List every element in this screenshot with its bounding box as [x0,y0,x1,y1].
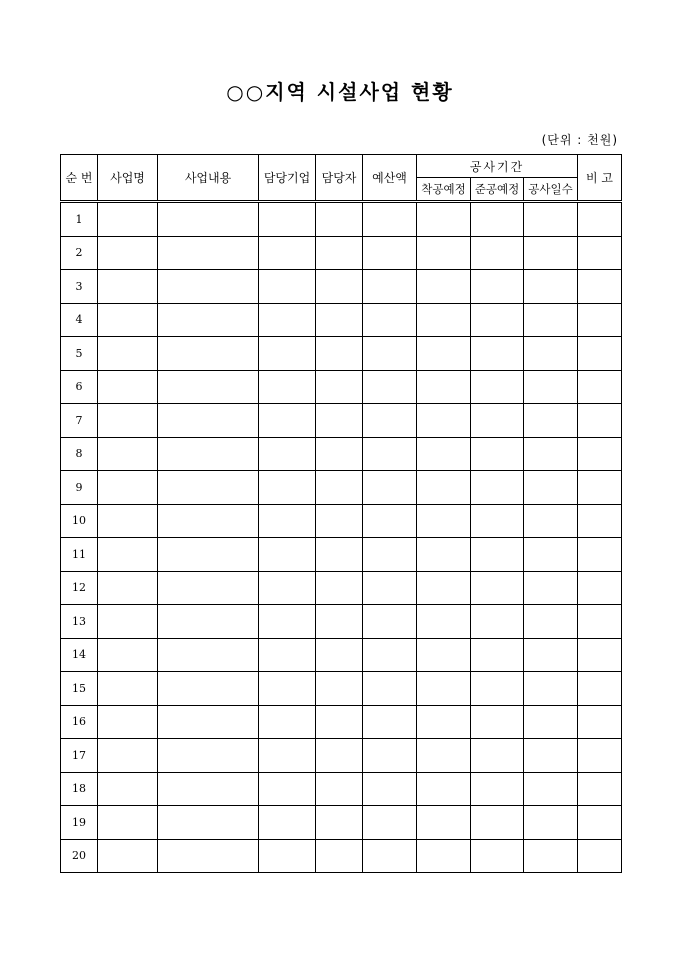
cell-content [158,504,259,538]
cell-budget [363,538,417,572]
cell-start [417,739,471,773]
cell-name [98,303,158,337]
cell-days [524,504,578,538]
cell-company [259,370,316,404]
cell-days [524,337,578,371]
cell-content [158,303,259,337]
cell-manager [316,303,363,337]
cell-remarks [578,504,622,538]
cell-days [524,638,578,672]
cell-manager [316,605,363,639]
header-company: 담당기업 [259,155,316,202]
cell-budget [363,772,417,806]
cell-end [471,605,524,639]
cell-company [259,705,316,739]
cell-start [417,839,471,873]
cell-days [524,705,578,739]
cell-name [98,504,158,538]
cell-start [417,672,471,706]
cell-start [417,504,471,538]
cell-name [98,404,158,438]
cell-name [98,236,158,270]
unit-label: (단위 : 천원) [541,133,618,147]
cell-start [417,437,471,471]
cell-name [98,705,158,739]
cell-end [471,672,524,706]
cell-end [471,370,524,404]
cell-manager [316,236,363,270]
cell-budget [363,437,417,471]
cell-manager [316,270,363,304]
cell-end [471,303,524,337]
cell-budget [363,504,417,538]
cell-remarks [578,739,622,773]
cell-end [471,236,524,270]
cell-start [417,404,471,438]
cell-start [417,538,471,572]
cell-content [158,538,259,572]
cell-remarks [578,202,622,237]
header-manager: 담당자 [316,155,363,202]
cell-budget [363,202,417,237]
cell-name [98,270,158,304]
cell-days [524,270,578,304]
cell-remarks [578,404,622,438]
cell-content [158,571,259,605]
cell-company [259,839,316,873]
cell-budget [363,303,417,337]
row-number: 11 [61,538,98,572]
table-row [61,236,622,270]
row-number: 13 [61,605,98,639]
cell-manager [316,370,363,404]
cell-days [524,404,578,438]
cell-company [259,538,316,572]
cell-end [471,337,524,371]
cell-remarks [578,605,622,639]
table-row [61,672,622,706]
header-project-name: 사업명 [98,155,158,202]
cell-manager [316,638,363,672]
cell-budget [363,270,417,304]
cell-budget [363,337,417,371]
cell-days [524,303,578,337]
cell-company [259,504,316,538]
row-number: 20 [61,839,98,873]
cell-budget [363,705,417,739]
header-period-days: 공사일수 [524,178,578,202]
cell-end [471,471,524,505]
cell-start [417,370,471,404]
cell-start [417,806,471,840]
table-row [61,772,622,806]
cell-start [417,303,471,337]
cell-content [158,437,259,471]
cell-company [259,605,316,639]
cell-end [471,772,524,806]
row-number: 1 [61,202,98,237]
cell-manager [316,202,363,237]
cell-days [524,571,578,605]
table-row [61,202,622,237]
cell-budget [363,638,417,672]
cell-remarks [578,806,622,840]
table-row [61,638,622,672]
cell-content [158,270,259,304]
cell-manager [316,404,363,438]
cell-end [471,504,524,538]
cell-end [471,705,524,739]
cell-company [259,638,316,672]
row-number: 4 [61,303,98,337]
row-number: 5 [61,337,98,371]
cell-remarks [578,705,622,739]
cell-budget [363,806,417,840]
cell-company [259,202,316,237]
cell-days [524,370,578,404]
cell-days [524,538,578,572]
row-number: 18 [61,772,98,806]
cell-manager [316,772,363,806]
cell-days [524,236,578,270]
cell-remarks [578,672,622,706]
header-no: 순 번 [61,155,98,202]
cell-manager [316,806,363,840]
row-number: 12 [61,571,98,605]
table-row [61,471,622,505]
row-number: 2 [61,236,98,270]
cell-days [524,471,578,505]
cell-remarks [578,538,622,572]
cell-name [98,605,158,639]
cell-days [524,672,578,706]
table-row [61,270,622,304]
cell-days [524,772,578,806]
row-number: 19 [61,806,98,840]
cell-remarks [578,437,622,471]
cell-end [471,806,524,840]
cell-remarks [578,471,622,505]
row-number: 15 [61,672,98,706]
cell-manager [316,739,363,773]
cell-company [259,236,316,270]
table-row [61,303,622,337]
cell-start [417,236,471,270]
cell-manager [316,471,363,505]
cell-remarks [578,236,622,270]
cell-company [259,437,316,471]
cell-days [524,806,578,840]
header-period-end: 준공예정 [471,178,524,202]
row-number: 10 [61,504,98,538]
cell-name [98,806,158,840]
cell-name [98,571,158,605]
header-remarks: 비 고 [578,155,622,202]
cell-remarks [578,772,622,806]
cell-manager [316,839,363,873]
cell-name [98,337,158,371]
cell-name [98,437,158,471]
cell-name [98,638,158,672]
cell-end [471,538,524,572]
cell-company [259,772,316,806]
table-row [61,404,622,438]
cell-end [471,839,524,873]
cell-manager [316,571,363,605]
table-row [61,337,622,371]
cell-start [417,705,471,739]
cell-name [98,471,158,505]
cell-remarks [578,270,622,304]
cell-company [259,337,316,371]
cell-name [98,772,158,806]
cell-start [417,202,471,237]
row-number: 3 [61,270,98,304]
cell-budget [363,404,417,438]
cell-end [471,270,524,304]
cell-name [98,538,158,572]
cell-remarks [578,638,622,672]
cell-start [417,337,471,371]
cell-company [259,404,316,438]
row-number: 7 [61,404,98,438]
table-row [61,605,622,639]
cell-company [259,672,316,706]
row-number: 9 [61,471,98,505]
cell-remarks [578,571,622,605]
row-number: 14 [61,638,98,672]
row-number: 16 [61,705,98,739]
cell-name [98,839,158,873]
table-row [61,839,622,873]
cell-remarks [578,337,622,371]
cell-content [158,705,259,739]
cell-content [158,202,259,237]
table-row [61,571,622,605]
cell-name [98,202,158,237]
cell-budget [363,839,417,873]
table-row [61,806,622,840]
cell-budget [363,236,417,270]
cell-start [417,571,471,605]
cell-manager [316,337,363,371]
cell-start [417,772,471,806]
cell-days [524,437,578,471]
cell-name [98,672,158,706]
cell-company [259,270,316,304]
cell-budget [363,471,417,505]
cell-end [471,739,524,773]
cell-manager [316,504,363,538]
cell-name [98,370,158,404]
cell-company [259,806,316,840]
cell-content [158,404,259,438]
cell-content [158,605,259,639]
cell-content [158,739,259,773]
cell-manager [316,705,363,739]
cell-company [259,571,316,605]
header-project-content: 사업내용 [158,155,259,202]
cell-end [471,404,524,438]
cell-remarks [578,370,622,404]
row-number: 17 [61,739,98,773]
cell-manager [316,437,363,471]
row-number: 6 [61,370,98,404]
header-period: 공사기간 [417,155,578,178]
table-row [61,538,622,572]
cell-content [158,672,259,706]
cell-days [524,202,578,237]
cell-company [259,471,316,505]
table-row [61,370,622,404]
cell-start [417,471,471,505]
cell-company [259,739,316,773]
cell-content [158,638,259,672]
cell-end [471,437,524,471]
table-row [61,437,622,471]
cell-content [158,772,259,806]
cell-company [259,303,316,337]
cell-days [524,839,578,873]
cell-content [158,337,259,371]
cell-manager [316,672,363,706]
row-number: 8 [61,437,98,471]
header-period-start: 착공예정 [417,178,471,202]
cell-content [158,236,259,270]
cell-start [417,270,471,304]
header-budget: 예산액 [363,155,417,202]
table-row [61,705,622,739]
table-row [61,504,622,538]
facility-project-table [60,154,622,873]
cell-content [158,806,259,840]
cell-manager [316,538,363,572]
table-row [61,739,622,773]
cell-content [158,370,259,404]
cell-budget [363,672,417,706]
cell-start [417,605,471,639]
cell-budget [363,739,417,773]
cell-days [524,739,578,773]
cell-start [417,638,471,672]
cell-end [471,638,524,672]
cell-name [98,739,158,773]
cell-content [158,839,259,873]
cell-remarks [578,839,622,873]
cell-budget [363,370,417,404]
cell-end [471,571,524,605]
cell-remarks [578,303,622,337]
cell-end [471,202,524,237]
cell-content [158,471,259,505]
page-title: ○○지역 시설사업 현황 [226,80,454,104]
cell-budget [363,605,417,639]
cell-budget [363,571,417,605]
cell-days [524,605,578,639]
